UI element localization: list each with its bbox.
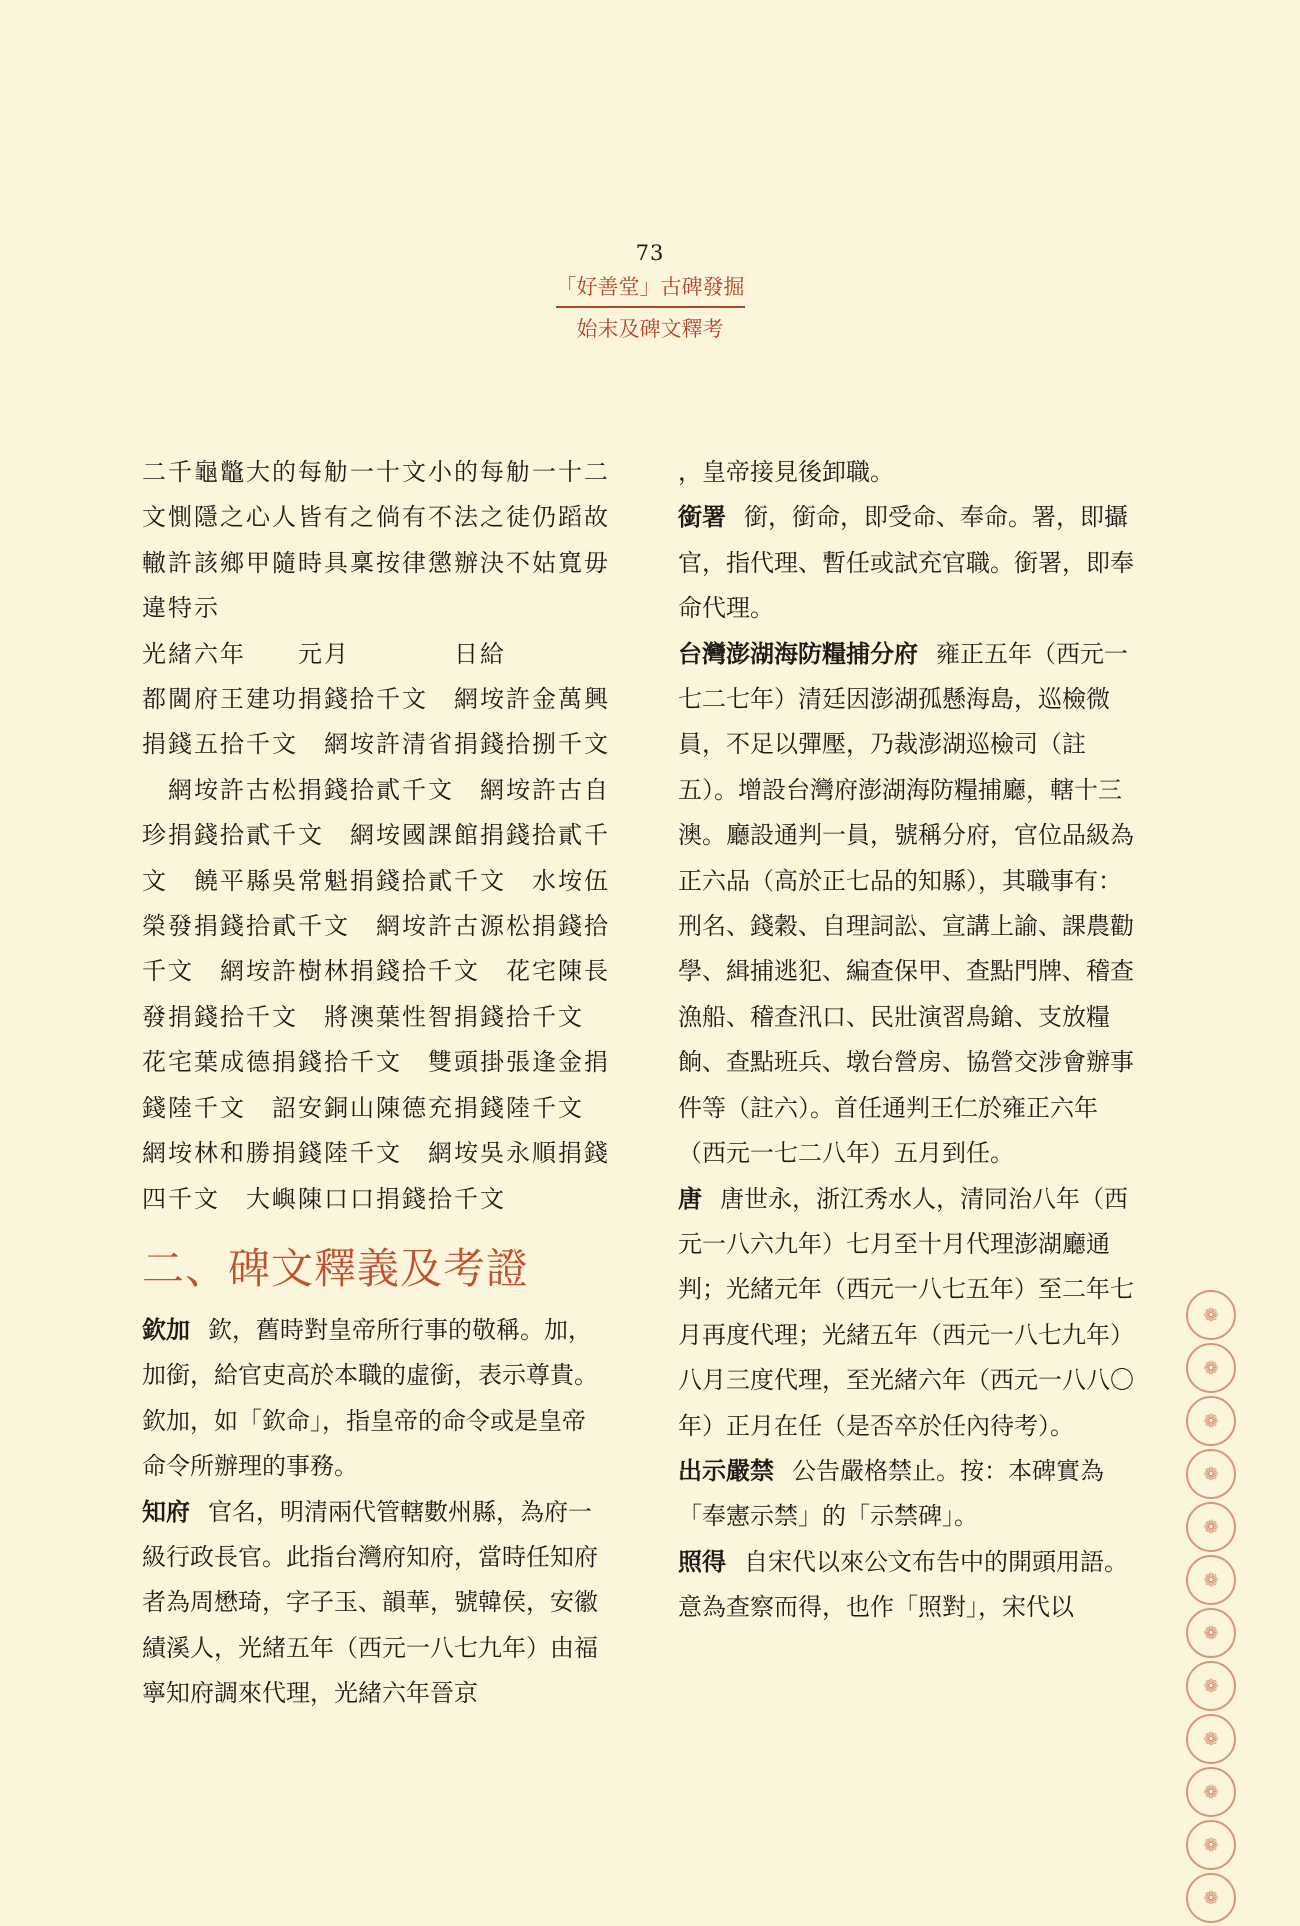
glossary-term: 欽加 (142, 1315, 190, 1344)
glossary-definition: 銜，銜命，即受命、奉命。署，即攝官，指代理、暫任或試充官職。銜署，即奉命代理。 (678, 503, 1134, 623)
stele-line: 榮發捐錢拾貳千文 網垵許古源松捐錢拾 (142, 912, 610, 941)
glossary-entry-fenfu (678, 632, 1138, 1177)
page-header (0, 238, 1300, 346)
stele-line: 捐錢五拾千文 網垵許清省捐錢拾捌千文 (142, 730, 610, 759)
seal-icon: ❁ (1186, 1502, 1236, 1552)
glossary-entry-tang (678, 1177, 1138, 1449)
seal-icon: ❁ (1186, 1767, 1236, 1817)
seal-icon: ❁ (1186, 1873, 1236, 1923)
stele-line: 花宅葉成德捐錢拾千文 雙頭掛張逢金捐 (142, 1048, 610, 1077)
seal-icon: ❁ (1186, 1608, 1236, 1658)
running-title-line1: 「好善堂」古碑發掘 (555, 275, 745, 299)
seal-icon: ❁ (1186, 1343, 1236, 1393)
glossary-term: 照得 (678, 1547, 726, 1576)
seal-icon: ❁ (1186, 1714, 1236, 1764)
stele-line: 錢陸千文 詔安銅山陳德充捐錢陸千文 (142, 1093, 584, 1122)
glossary-term: 台灣澎湖海防糧捕分府 (678, 639, 918, 668)
glossary-entry-qinjia (142, 1308, 602, 1490)
stele-line: 轍許該鄉甲隨時具稟按律懲辦決不姑寬毋 (142, 548, 610, 577)
glossary-entry-chushi (678, 1449, 1138, 1540)
glossary-definition: 雍正五年（西元一七二七年）清廷因澎湖孤懸海島，巡檢微員，不足以彈壓，乃裁澎湖巡檢司（註五）。增設台灣府澎湖海防糧捕廳，轄十三澳。廳設通判一員，號稱分府，官位品級為正六品（高於正七品的知縣），其職事有：刑名、錢穀、自理詞訟、宣講上諭、課農勸學、緝捕逃犯、編查保甲、查點門牌、稽查漁船、稽查汛口、民壯演習鳥鎗、支放糧餉、查點班兵、墩台營房、協營交涉會辦事件等（註六）。首任通判王仁於雍正六年（西元一七二八年）五月到任。 (678, 639, 1134, 1168)
stele-line: 文惻隱之心人皆有之倘有不法之徒仍蹈故 (142, 503, 610, 532)
stele-line: 都閫府王建功捐錢拾千文 網垵許金萬興 (142, 685, 610, 714)
running-title-rule (556, 306, 745, 308)
glossary-entry-zhaode (678, 1540, 1138, 1631)
seal-icon: ❁ (1186, 1820, 1236, 1870)
glossary-term: 銜署 (678, 503, 726, 532)
page-number: 73 (635, 241, 665, 265)
left-column (142, 450, 610, 1717)
glossary-term: 出示嚴禁 (678, 1456, 774, 1485)
decorative-seal-column (1180, 1290, 1240, 1926)
seal-icon: ❁ (1186, 1661, 1236, 1711)
seal-icon: ❁ (1186, 1555, 1236, 1605)
stele-line: 二千龜鼈大的每觔一十文小的每觔一十二 (142, 458, 610, 486)
stele-line: 千文 網垵許樹林捐錢拾千文 花宅陳長 (142, 957, 610, 986)
seal-icon: ❁ (1186, 1290, 1236, 1340)
stele-line: 發捐錢拾千文 將澳葉性智捐錢拾千文 (142, 1002, 584, 1031)
glossary-definition: 官名，明清兩代管轄數州縣，為府一級行政長官。此指台灣府知府，當時任知府者為周懋琦，字子玉、韻華，號韓侯，安徽績溪人，光緒五年（西元一八七九年）由福寧知府調來代理，光緒六年晉京 (142, 1497, 598, 1708)
glossary-term: 知府 (142, 1497, 190, 1526)
glossary-entry-xianshu (678, 495, 1138, 631)
stele-line: 四千文 大嶼陳口口捐錢拾千文 (142, 1184, 506, 1213)
stele-line: 違特示 (142, 594, 220, 623)
glossary-definition: 公告嚴格禁止。按：本碑實為「奉憲示禁」的「示禁碑」。 (678, 1456, 1104, 1531)
right-column (678, 450, 1138, 1631)
stele-line: 網垵林和勝捐錢陸千文 網垵吳永順捐錢 (142, 1139, 610, 1168)
glossary-definition: 欽，舊時對皇帝所行事的敬稱。加，加銜，給官吏高於本職的虛銜，表示尊貴。欽加，如「欽命」，指皇帝的命令或是皇帝命令所辦理的事務。 (142, 1315, 598, 1481)
section-heading: 二、碑文釋義及考證 (142, 1243, 530, 1293)
glossary-definition: 自宋代以來公文布告中的開頭用語。意為查察而得，也作「照對」，宋代以 (678, 1547, 1128, 1622)
stele-line: 網垵許古松捐錢拾貳千文 網垵許古自 (142, 775, 610, 804)
glossary-definition: 唐世永，浙江秀水人，清同治八年（西元一八六九年）七月至十月代理澎湖廳通判；光緒元年（西元一八七五年）至二年七月再度代理；光緒五年（西元一八七九年）八月三度代理，至光緒六年（西元一八八〇年）正月在任（是否卒於任內待考）。 (678, 1184, 1134, 1440)
running-title (556, 270, 745, 346)
glossary-term: 唐 (678, 1184, 702, 1213)
seal-icon: ❁ (1186, 1396, 1236, 1446)
stele-line: 光緒六年 元月 日給 (142, 639, 506, 668)
glossary-entry-zhifu (142, 1490, 602, 1717)
seal-icon: ❁ (1186, 1449, 1236, 1499)
stele-line: 珍捐錢拾貳千文 網垵國課館捐錢拾貳千 (142, 821, 610, 850)
glossary-continuation: ，皇帝接見後卸職。 (678, 458, 894, 486)
stele-line: 文 饒平縣吳常魁捐錢拾貳千文 水垵伍 (142, 866, 610, 895)
running-title-line2: 始末及碑文釋考 (576, 317, 724, 341)
